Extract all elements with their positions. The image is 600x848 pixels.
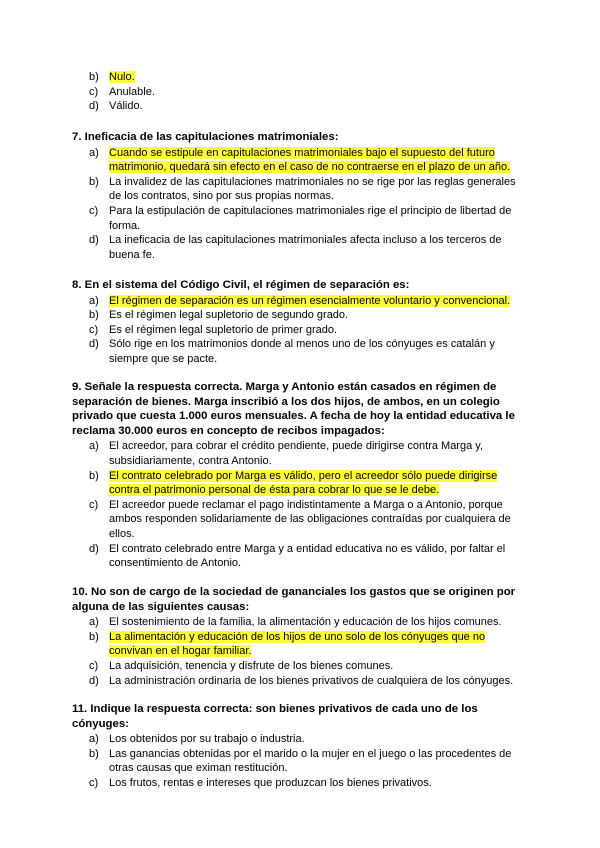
option-text: La administración ordinaria de los bienes privativos de cualquiera de los cónyuges. bbox=[109, 674, 514, 687]
option-b bbox=[72, 630, 524, 659]
option-text: La adquisición, tenencia y disfrute de los bienes comunes. bbox=[109, 659, 394, 672]
option-text: El sostenimiento de la familia, la alimentación y educación de los hijos comunes. bbox=[109, 616, 502, 629]
option-letter: d) bbox=[89, 100, 99, 113]
option-d bbox=[72, 337, 524, 366]
option-letter: d) bbox=[89, 234, 99, 247]
question-title: 8. En el sistema del Código Civil, el régimen de separación es: bbox=[72, 279, 410, 291]
option-text: Los obtenidos por su trabajo o industria. bbox=[109, 733, 305, 746]
option-text: Sólo rige en los matrimonios donde al menos uno de los cónyuges es catalán y siempre que se pacte. bbox=[109, 338, 495, 365]
option-b bbox=[72, 308, 524, 323]
option-text: Es el régimen legal supletorio de primer grado. bbox=[109, 323, 338, 336]
option-c bbox=[72, 659, 524, 674]
question-title: 9. Señale la respuesta correcta. Marga y Antonio están casados en régimen de separación de bienes. Marga inscribió a los dos hijos, de ambos, en un colegio privado que cuesta 1.000 euros mensuales. A fecha de hoy la entidad educativa le reclama 30.000 euros en concepto de recibos impagados: bbox=[72, 381, 515, 437]
question-6-partial bbox=[72, 70, 524, 114]
option-letter: c) bbox=[89, 204, 99, 217]
question-title: 7. Ineficacia de las capitulaciones matrimoniales: bbox=[72, 131, 339, 143]
option-text: Las ganancias obtenidas por el marido o la mujer en el juego o las procedentes de otras causas que eximan restitución. bbox=[109, 747, 512, 775]
option-text: Anulable. bbox=[109, 85, 155, 98]
option-letter: c) bbox=[89, 776, 99, 789]
question-10 bbox=[72, 585, 524, 688]
option-letter: a) bbox=[89, 440, 99, 453]
option-a bbox=[72, 732, 524, 747]
option-c bbox=[72, 498, 524, 542]
option-text: El régimen de separación es un régimen esencialmente voluntario y convencional. bbox=[109, 294, 511, 307]
option-letter: d) bbox=[89, 542, 99, 555]
option-letter: b) bbox=[89, 309, 99, 322]
option-text: El acreedor puede reclamar el pago indistintamente a Marga o a Antonio, porque ambos responden solidariamente de las obligaciones contraídas por cualquiera de ellos. bbox=[109, 498, 511, 540]
option-c bbox=[72, 776, 524, 791]
option-b bbox=[72, 747, 524, 776]
option-letter: c) bbox=[89, 498, 99, 511]
option-letter: c) bbox=[89, 85, 99, 98]
option-text: Los frutos, rentas e intereses que produzcan los bienes privativos. bbox=[109, 776, 432, 789]
question-title: 11. Indique la respuesta correcta: son bienes privativos de cada uno de los cónyuges: bbox=[72, 703, 478, 730]
option-text: Nulo. bbox=[109, 71, 135, 83]
option-letter: c) bbox=[89, 659, 99, 672]
question-8 bbox=[72, 278, 524, 367]
option-letter: a) bbox=[89, 733, 99, 746]
option-a bbox=[72, 439, 524, 468]
option-c bbox=[72, 323, 524, 338]
option-b bbox=[72, 70, 524, 85]
option-d bbox=[72, 542, 524, 571]
option-letter: b) bbox=[89, 747, 99, 760]
option-b bbox=[72, 469, 524, 498]
option-text: El acreedor, para cobrar el crédito pendiente, puede dirigirse contra Marga y, subsidiariamente, contra Antonio. bbox=[109, 440, 484, 467]
option-a bbox=[72, 294, 524, 309]
option-c bbox=[72, 204, 524, 233]
question-7 bbox=[72, 130, 524, 262]
option-text: La invalidez de las capitulaciones matrimoniales no se rige por las reglas generales de los contratos, sino por sus propias normas. bbox=[109, 175, 516, 203]
option-text: Para la estipulación de capitulaciones matrimoniales rige el principio de libertad de forma. bbox=[109, 204, 512, 232]
option-letter: d) bbox=[89, 338, 99, 351]
option-text: La ineficacia de las capitulaciones matrimoniales afecta incluso a los terceros de buena fe. bbox=[109, 234, 502, 261]
option-letter: b) bbox=[89, 175, 99, 188]
option-letter: b) bbox=[89, 469, 99, 482]
option-letter: a) bbox=[89, 294, 99, 307]
question-11 bbox=[72, 702, 524, 791]
option-letter: d) bbox=[89, 674, 99, 687]
option-text: Válido. bbox=[109, 100, 143, 113]
question-9 bbox=[72, 380, 524, 571]
option-d bbox=[72, 99, 524, 114]
option-text: La alimentación y educación de los hijos de uno solo de los cónyuges que no convivan en el hogar familiar. bbox=[109, 630, 486, 658]
option-d bbox=[72, 674, 524, 689]
option-a bbox=[72, 146, 524, 175]
option-text: Es el régimen legal supletorio de segundo grado. bbox=[109, 309, 349, 322]
option-letter: b) bbox=[89, 71, 99, 83]
question-title: 10. No son de cargo de la sociedad de gananciales los gastos que se originen por alguna de las siguientes causas: bbox=[72, 586, 516, 613]
option-text: El contrato celebrado entre Marga y a entidad educativa no es válido, por faltar el consentimiento de Antonio. bbox=[109, 542, 506, 570]
option-text: El contrato celebrado por Marga es válido, pero el acreedor sólo puede dirigirse contra el patrimonio personal de ésta para cobrar lo que se le debe. bbox=[109, 469, 498, 497]
option-d bbox=[72, 233, 524, 262]
option-text: Cuando se estipule en capitulaciones matrimoniales bajo el supuesto del futuro matrimonio, quedará sin efecto en el caso de no contraerse en el plazo de un año. bbox=[109, 146, 511, 174]
option-letter: b) bbox=[89, 630, 99, 643]
option-letter: a) bbox=[89, 616, 99, 629]
option-a bbox=[72, 615, 524, 630]
option-letter: c) bbox=[89, 323, 99, 336]
option-letter: a) bbox=[89, 146, 99, 159]
option-c bbox=[72, 85, 524, 100]
option-b bbox=[72, 175, 524, 204]
